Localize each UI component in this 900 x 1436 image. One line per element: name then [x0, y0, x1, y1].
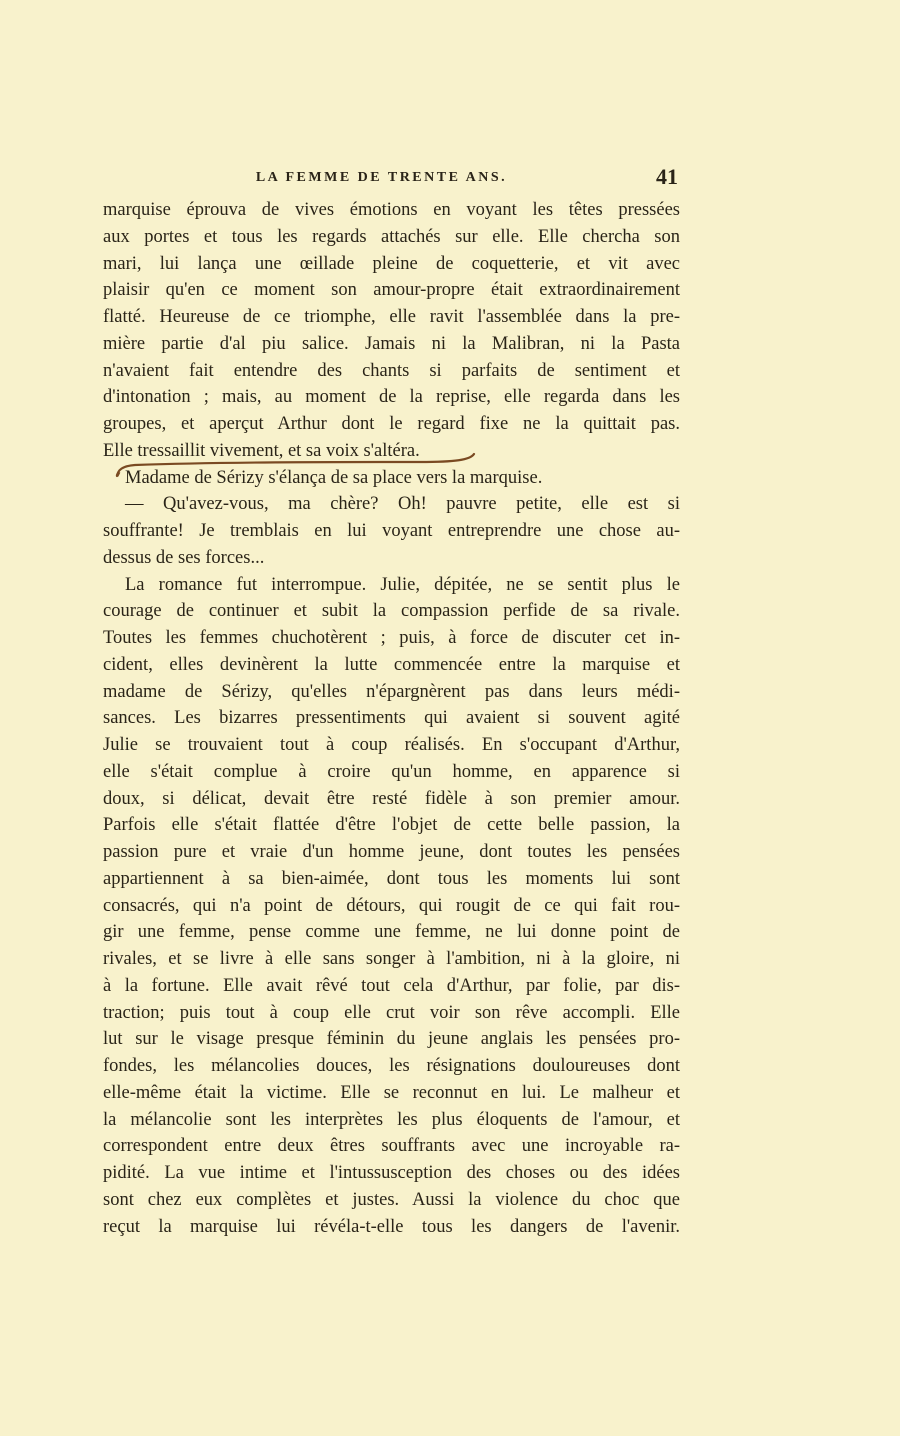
text-line: courage de continuer et subit la compassion perfide de sa rivale. [103, 601, 680, 622]
text-line: correspondent entre deux êtres souffrants avec une incroyable ra- [103, 1136, 680, 1157]
text-line: Elle tressaillit vivement, et sa voix s'altéra. [103, 440, 420, 461]
text-line: dessus de ses forces... [103, 547, 265, 568]
text-line: cident, elles devinèrent la lutte commencée entre la marquise et [103, 654, 680, 675]
text-line: aux portes et tous les regards attachés sur elle. Elle chercha son [103, 226, 680, 247]
text-line: n'avaient fait entendre des chants si parfaits de sentiment et [103, 360, 680, 381]
text-line: sances. Les bizarres pressentiments qui avaient si souvent agité [103, 708, 680, 729]
page-header [103, 164, 680, 192]
text-line: sont chez eux complètes et justes. Aussi la violence du choc que [103, 1189, 680, 1210]
text-line: passion pure et vraie d'un homme jeune, dont toutes les pensées [103, 842, 680, 862]
text-line: Julie se trouvaient tout à coup réalisés. En s'occupant d'Arthur, [103, 735, 680, 755]
page-body-text [103, 197, 680, 1240]
text-line: elle s'était complue à croire qu'un homme, en apparence si [103, 761, 680, 782]
text-line: La romance fut interrompue. Julie, dépitée, ne se sentit plus le [125, 574, 680, 595]
text-line: plaisir qu'en ce moment son amour-propre était extraordinairement [103, 280, 680, 301]
text-line: — Qu'avez-vous, ma chère? Oh! pauvre petite, elle est si [125, 494, 680, 515]
text-line: d'intonation ; mais, au moment de la reprise, elle regarda dans les [103, 387, 680, 408]
text-line: mari, lui lança une œillade pleine de coquetterie, et vit avec [103, 253, 680, 274]
text-line: pidité. La vue intime et l'intussusception des choses ou des idées [103, 1163, 680, 1183]
text-line: appartiennent à sa bien-aimée, dont tous les moments lui sont [103, 868, 680, 889]
text-line: mière partie d'al piu salice. Jamais ni la Malibran, ni la Pasta [103, 333, 680, 354]
text-line: groupes, et aperçut Arthur dont le regard fixe ne la quittait pas. [103, 414, 680, 434]
text-line: elle-même était la victime. Elle se reconnut en lui. Le malheur et [103, 1082, 680, 1103]
text-line: rivales, et se livre à elle sans songer à l'ambition, ni à la gloire, ni [103, 949, 680, 969]
text-line: doux, si délicat, devait être resté fidèle à son premier amour. [103, 788, 680, 809]
text-line: gir une femme, pense comme une femme, ne lui donne point de [103, 922, 680, 943]
text-line: consacrés, qui n'a point de détours, qui rougit de ce qui fait rou- [103, 895, 680, 916]
text-line: souffrante! Je tremblais en lui voyant entreprendre une chose au- [103, 521, 680, 541]
text-line: marquise éprouva de vives émotions en voyant les têtes pressées [103, 200, 680, 220]
text-line: madame de Sérizy, qu'elles n'épargnèrent pas dans leurs médi- [103, 681, 680, 702]
text-line: fondes, les mélancolies douces, les résignations douloureuses dont [103, 1056, 680, 1076]
text-line: Madame de Sérizy s'élança de sa place vers la marquise. [125, 467, 543, 488]
text-line: à la fortune. Elle avait rêvé tout cela d'Arthur, par folie, par dis- [103, 975, 680, 996]
page-number: 41 [656, 164, 678, 189]
running-title: LA FEMME DE TRENTE ANS. [255, 170, 508, 185]
text-line: la mélancolie sont les interprètes les plus éloquents de l'amour, et [103, 1109, 680, 1130]
text-line: reçut la marquise lui révéla-t-elle tous les dangers de l'avenir. [103, 1216, 680, 1237]
text-line: Toutes les femmes chuchotèrent ; puis, à force de discuter cet in- [103, 628, 680, 648]
text-line: Parfois elle s'était flattée d'être l'objet de cette belle passion, la [103, 815, 680, 836]
text-line: traction; puis tout à coup elle crut voir son rêve accompli. Elle [103, 1002, 680, 1023]
text-line: flatté. Heureuse de ce triomphe, elle ravit l'assemblée dans la pre- [103, 307, 680, 327]
text-line: lut sur le visage presque féminin du jeune anglais les pensées pro- [103, 1029, 680, 1050]
